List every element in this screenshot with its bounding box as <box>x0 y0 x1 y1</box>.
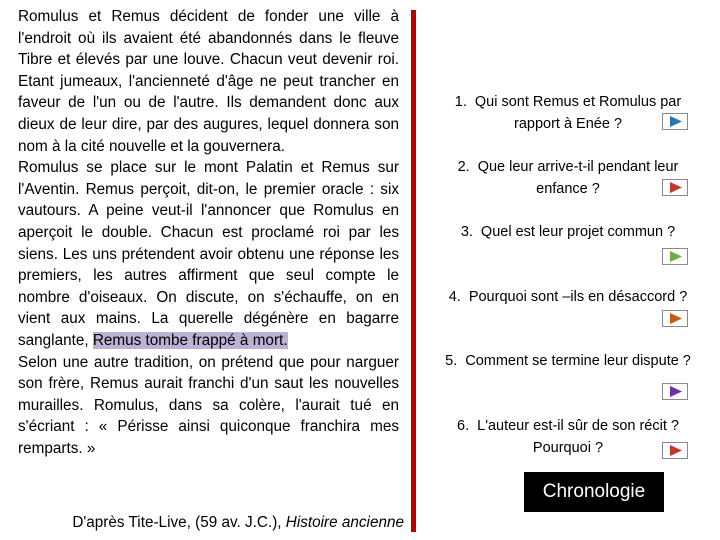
red-divider <box>411 10 416 532</box>
question-text: Quel est leur projet commun ? <box>480 224 676 240</box>
paragraph-quarrel <box>18 157 399 351</box>
question-number: 6. <box>457 418 470 434</box>
source-attribution <box>18 512 404 534</box>
question-4 <box>432 287 704 309</box>
play-icon[interactable] <box>662 383 688 400</box>
paragraph-other-tradition: Selon une autre tradition, on prétend que pour narguer son frère, Remus aurait franchi d'un saut les nouvelles murailles. Romulus, dans sa colère, l'aurait tué en s'écriant : « Périsse ainsi quiconque franchira mes remparts. » <box>18 353 399 457</box>
play-icon[interactable] <box>662 179 688 196</box>
question-number: 1. <box>454 94 467 110</box>
chronologie-button[interactable]: Chronologie <box>524 472 664 512</box>
highlighted-death: Remus tombe frappé à mort. <box>92 331 288 349</box>
question-text: Qui sont Remus et Romulus par rapport à Enée ? <box>474 94 682 132</box>
play-icon[interactable] <box>662 310 688 327</box>
attribution-work: Histoire ancienne <box>285 514 404 531</box>
question-text: Que leur arrive-t-il pendant leur enfance ? <box>477 159 679 197</box>
question-number: 3. <box>460 224 473 240</box>
play-icon[interactable] <box>662 248 688 265</box>
question-number: 5. <box>445 353 458 369</box>
play-icon[interactable] <box>662 113 688 130</box>
question-text: Comment se termine leur dispute ? <box>465 353 691 369</box>
quarrel-text: Romulus se place sur le mont Palatin et Remus sur l'Aventin. Remus perçoit, dit-on, le premier oracle : six vautours. A peine veut-il l'annoncer que Romulus en aperçoit le double. Chacun est proclamé roi par les siens. Les uns prétendent avoir obtenu une réponse les premiers, les autres affirment que seul compte le nombre d'oiseaux. On discute, on s'échauffe, on en vient aux mains. La querelle dégénère en bagarre sanglante, <box>18 159 399 349</box>
question-3 <box>432 222 704 244</box>
attribution-prefix: D'après Tite-Live, (59 av. J.C.), <box>72 514 282 531</box>
question-number: 4. <box>448 289 461 305</box>
question-number: 2. <box>457 159 470 175</box>
question-text: Pourquoi sont –ils en désaccord ? <box>468 289 688 305</box>
question-5 <box>432 351 704 373</box>
narrative-text <box>18 6 399 459</box>
question-text: L'auteur est-il sûr de son récit ? Pourquoi ? <box>477 418 679 456</box>
play-icon[interactable] <box>662 442 688 459</box>
paragraph-founding: Romulus et Remus décident de fonder une ville à l'endroit où ils avaient été abandonnés dans le fleuve Tibre et élevés par une louve. Chacun veut devenir roi. Etant jumeaux, l'ancienneté d'âge ne peut trancher en faveur de l'un ou de l'autre. Ils demandent donc aux dieux de leur dire, par des augures, lequel donnera son nom à la cité nouvelle et la gouvernera. <box>18 8 399 155</box>
